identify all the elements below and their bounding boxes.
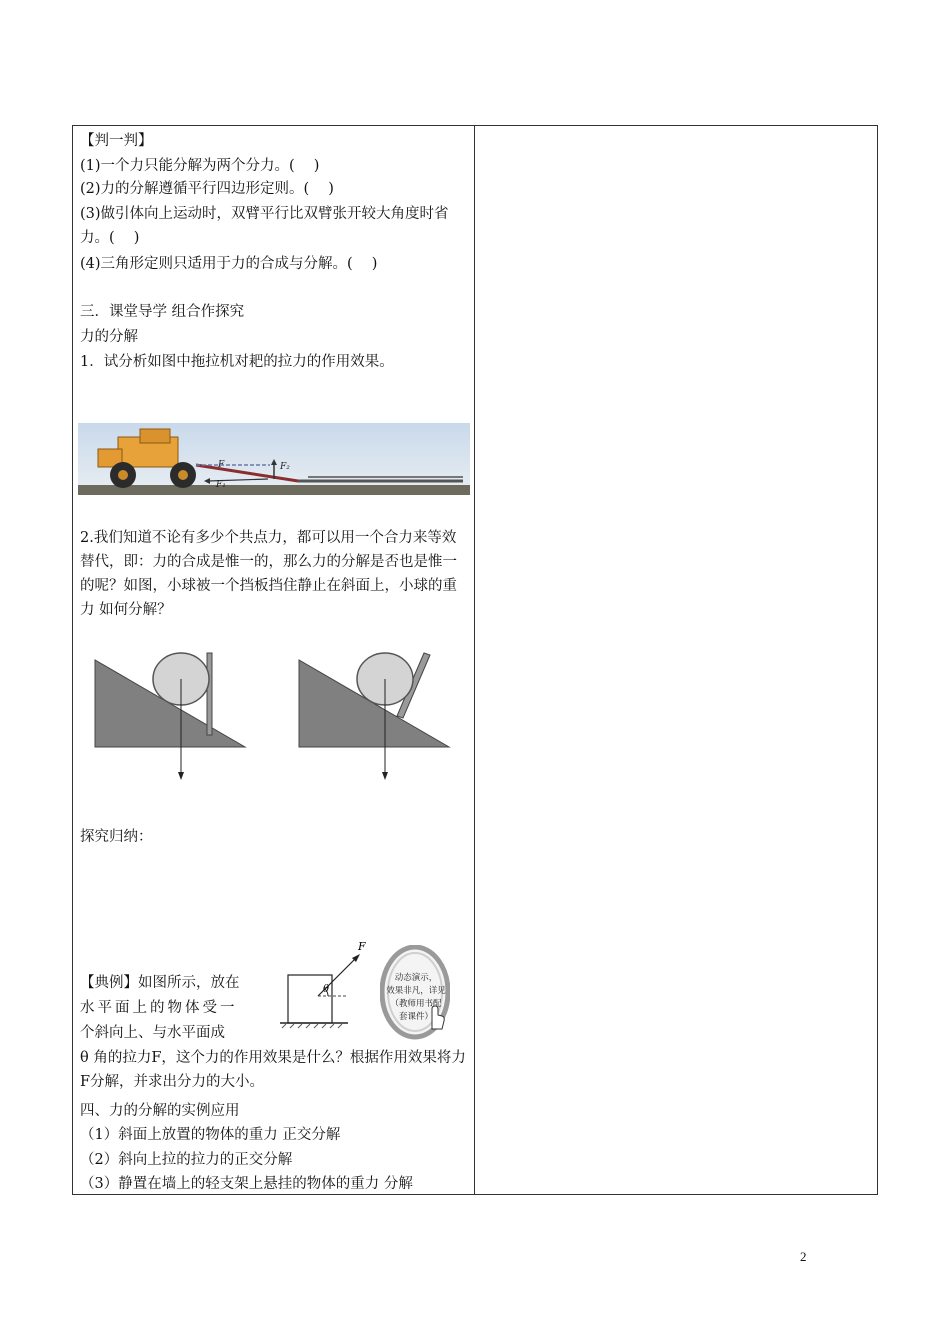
- example-force-label: F: [358, 940, 366, 953]
- tractor-label-f: F: [218, 460, 225, 470]
- example-rest: θ 角的拉力F，这个力的作用效果是什么？根据作用效果将力F分解，并求出分力的大小。: [80, 1050, 466, 1090]
- question-2: 2.我们知道不论有多少个共点力，都可以用一个合力来等效替代，即：力的合成是惟一的，那么力的分解是否也是惟一的呢？如图，小球被一个挡板挡住静止在斜面上，小球的重力 如何分解？: [80, 530, 457, 618]
- example-line-1: 【典例】如图所示，放在: [80, 975, 240, 991]
- example-block-diagram: [278, 940, 374, 1032]
- section4-item-1: （1）斜面上放置的物体的重力 正交分解: [80, 1127, 341, 1143]
- tractor-label-f1: F₁: [216, 480, 226, 490]
- example-line-3: 个斜向上、与水平面成: [80, 1025, 225, 1041]
- example-line-2: 水平面上的物体受一: [80, 1000, 238, 1016]
- judge-item-4: (4)三角形定则只适用于力的合成与分解。( ): [80, 256, 378, 272]
- section4-item-2: （2）斜向上拉的拉力的正交分解: [80, 1152, 293, 1168]
- section3-subtitle: 力的分解: [80, 329, 138, 345]
- judge-item-3: (3)做引体向上运动时，双臂平行比双臂张开较大角度时省力。( ): [80, 206, 449, 246]
- judge-item-1: (1)一个力只能分解为两个分力。( ): [80, 158, 320, 174]
- example-angle-label: θ: [323, 984, 330, 995]
- question-1: 1．试分析如图中拖拉机对耙的拉力的作用效果。: [80, 354, 394, 370]
- tractor-label-f2: F₂: [280, 462, 290, 472]
- section3-title: 三．课堂导学 组合作探究: [80, 304, 245, 320]
- tractor-illustration: [78, 423, 470, 495]
- summary-label: 探究归纳：: [80, 829, 153, 845]
- page-number: 2: [800, 1249, 807, 1264]
- incline-figure-vertical-board: [90, 650, 250, 780]
- judge-item-2: (2)力的分解遵循平行四边形定则。( ): [80, 181, 334, 197]
- section4-item-3: （3）静置在墙上的轻支架上悬挂的物体的重力 分解: [80, 1176, 413, 1192]
- column-divider: [474, 125, 475, 1195]
- judge-heading: 【判一判】: [80, 133, 153, 149]
- section4-title: 四、力的分解的实例应用: [80, 1103, 240, 1119]
- incline-figure-tilted-board: [294, 650, 454, 780]
- demo-badge-text: 动态演示， 效果非凡，详见 （教师用书配 套课件）: [386, 973, 446, 1022]
